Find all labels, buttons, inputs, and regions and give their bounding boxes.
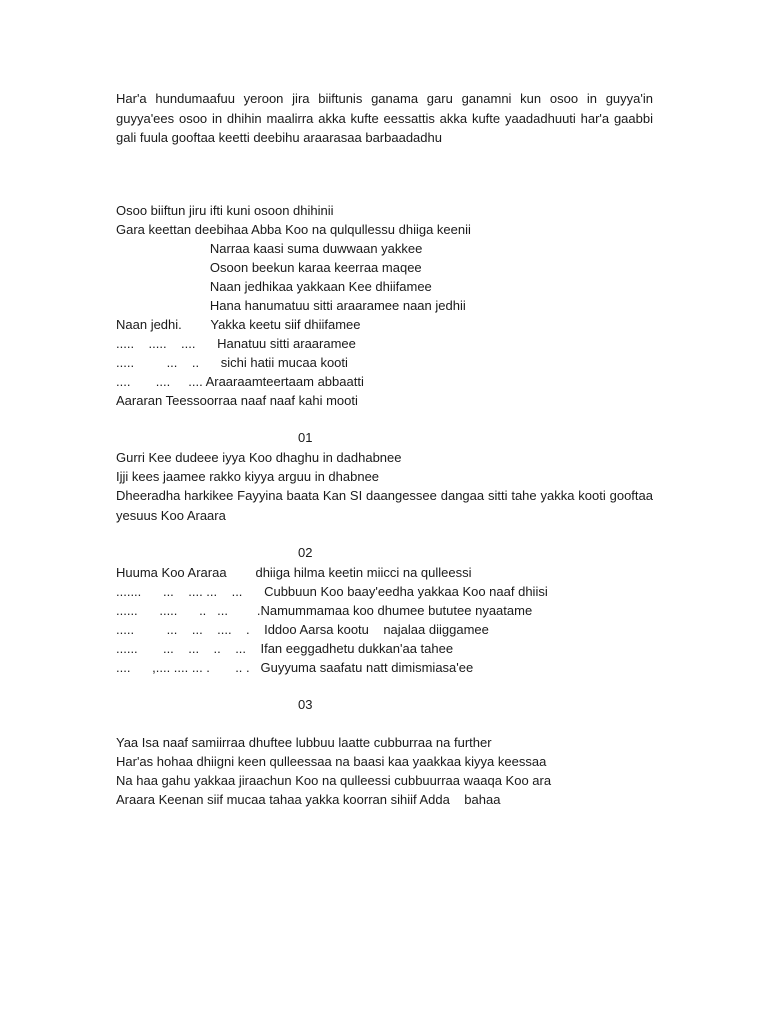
- verse-line: ...... ..... .. ... .Namummamaa koo dhumee bututee nyaatame: [116, 603, 533, 618]
- verse-line: ..... ..... .... Hanatuu sitti araaramee: [116, 336, 356, 351]
- verse-line: Osoon beekun karaa keerraa maqee: [116, 260, 422, 275]
- stanza-01: [116, 448, 656, 525]
- verse-line: Ijji kees jaamee rakko kiyya arguu in dhabnee: [116, 469, 380, 484]
- verse-line: Osoo biiftun jiru ifti kuni osoon dhihinii: [116, 203, 334, 218]
- verse-line: ..... ... ... .... . Iddoo Aarsa kootu najalaa diiggamee: [116, 622, 489, 637]
- verse-line: Na haa gahu yakkaa jiraachun Koo na qulleessi cubbuurraa waaqa Koo ara: [116, 773, 552, 788]
- verse-line: Araara Keenan siif mucaa tahaa yakka koorran sihiif Adda bahaa: [116, 792, 501, 807]
- verse-line: .... .... .... Araaraamteertaam abbaatti: [116, 374, 364, 389]
- verse-line: .... ,.... .... ... . .. . Guyyuma saafatu natt dimismiasa'ee: [116, 660, 474, 675]
- intro-paragraph: Har'a hundumaafuu yeroon jira biiftunis ganama garu ganamni kun osoo in guyya'in guyya'ees osoo in dhihin maalirra akka kufte eessattis akka kufte yaadadhuuti har'a gaabbi gali fuula gooftaa keetti deebihu araarasaa barbaadadhu: [116, 91, 653, 145]
- verse-line: ..... ... .. sichi hatii mucaa kooti: [116, 355, 348, 370]
- stanza-intro: [116, 201, 656, 410]
- verse-line: Har'as hohaa dhiigni keen qulleessaa na baasi kaa yaakkaa kiyya keessaa: [116, 754, 547, 769]
- verse-line: Gurri Kee dudeee iyya Koo dhaghu in dadhabnee: [116, 450, 402, 465]
- section-number-01: 01: [298, 430, 313, 445]
- verse-line: Naan jedhikaa yakkaan Kee dhiifamee: [116, 279, 432, 294]
- section-number-02: 02: [298, 545, 313, 560]
- verse-line: ....... ... .... ... ... Cubbuun Koo baay'eedha yakkaa Koo naaf dhiisi: [116, 584, 548, 599]
- verse-line: Yaa Isa naaf samiirraa dhuftee lubbuu laatte cubburraa na further: [116, 735, 492, 750]
- verse-line: Gara keettan deebihaa Abba Koo na qulqullessu dhiiga keenii: [116, 222, 471, 237]
- verse-line: ...... ... ... .. ... Ifan eeggadhetu dukkan'aa tahee: [116, 641, 454, 656]
- verse-paragraph: Dheeradha harkikee Fayyina baata Kan SI daangessee dangaa sitti tahe yakka kooti gooftaa yesuus Koo Araara: [116, 488, 653, 523]
- section-number-03: 03: [298, 697, 313, 712]
- stanza-03: [116, 733, 656, 809]
- verse-line: Aararan Teessoorraa naaf naaf kahi mooti: [116, 393, 358, 408]
- verse-line: Naan jedhi. Yakka keetu siif dhiifamee: [116, 317, 361, 332]
- verse-line: Hana hanumatuu sitti araaramee naan jedhii: [116, 298, 466, 313]
- stanza-02: [116, 563, 656, 677]
- verse-line: Huuma Koo Araraa dhiiga hilma keetin miicci na qulleessi: [116, 565, 472, 580]
- verse-line: Narraa kaasi suma duwwaan yakkee: [116, 241, 423, 256]
